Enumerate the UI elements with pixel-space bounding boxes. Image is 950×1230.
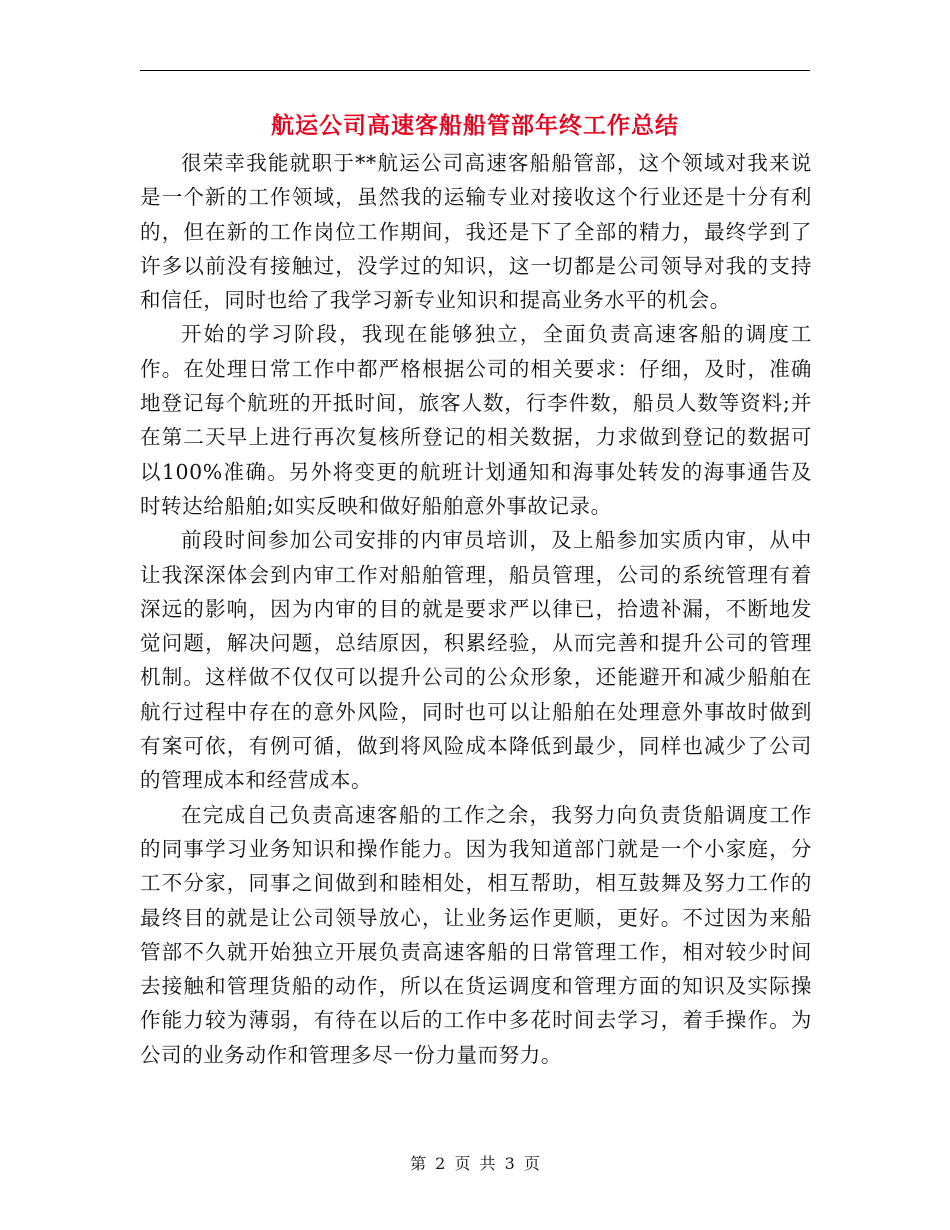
document-title: 航运公司高速客船船管部年终工作总结 [271, 112, 679, 139]
document-body [140, 146, 812, 1072]
paragraph-1: 很荣幸我能就职于**航运公司高速客船船管部，这个领域对我来说是一个新的工作领域，虽然我的运输专业对接收这个行业还是十分有利的，但在新的工作岗位工作期间，我还是下了全部的精力，最终学到了许多以前没有接触过，没学过的知识，这一切都是公司领导对我的支持和信任，同时也给了我学习新专业知识和提高业务水平的机会。 [140, 151, 812, 313]
paragraph-3: 前段时间参加公司安排的内审员培训，及上船参加实质内审，从中让我深深体会到内审工作对船舶管理，船员管理，公司的系统管理有着深远的影响，因为内审的目的就是要求严以律已，拾遗补漏，不断地发觉问题，解决问题，总结原因，积累经验，从而完善和提升公司的管理机制。这样做不仅仅可以提升公司的公众形象，还能避开和减少船舶在航行过程中存在的意外风险，同时也可以让船舶在处理意外事故时做到有案可依，有例可循，做到将风险成本降低到最少，同样也减少了公司的管理成本和经营成本。 [140, 528, 812, 793]
page-number: 第 2 页 共 3 页 [410, 1154, 540, 1173]
header-rule [140, 70, 810, 71]
paragraph-4: 在完成自己负责高速客船的工作之余，我努力向负责货船调度工作的同事学习业务知识和操作能力。因为我知道部门就是一个小家庭，分工不分家，同事之间做到和睦相处，相互帮助，相互鼓舞及努力工作的最终目的就是让公司领导放心，让业务运作更顺，更好。不过因为来船管部不久就开始独立开展负责高速客船的日常管理工作，相对较少时间去接触和管理货船的动作，所以在货运调度和管理方面的知识及实际操作能力较为薄弱，有待在以后的工作中多花时间去学习，着手操作。为公司的业务动作和管理多尽一份力量而努力。 [140, 802, 812, 1067]
paragraph-2: 开始的学习阶段，我现在能够独立，全面负责高速客船的调度工作。在处理日常工作中都严格根据公司的相关要求：仔细，及时，准确地登记每个航班的开抵时间，旅客人数，行李件数，船员人数等资料;并在第二天早上进行再次复核所登记的相关数据，力求做到登记的数据可以100%准确。另外将变更的航班计划通知和海事处转发的海事通告及时转达给船舶;如实反映和做好船舶意外事故记录。 [140, 322, 812, 518]
